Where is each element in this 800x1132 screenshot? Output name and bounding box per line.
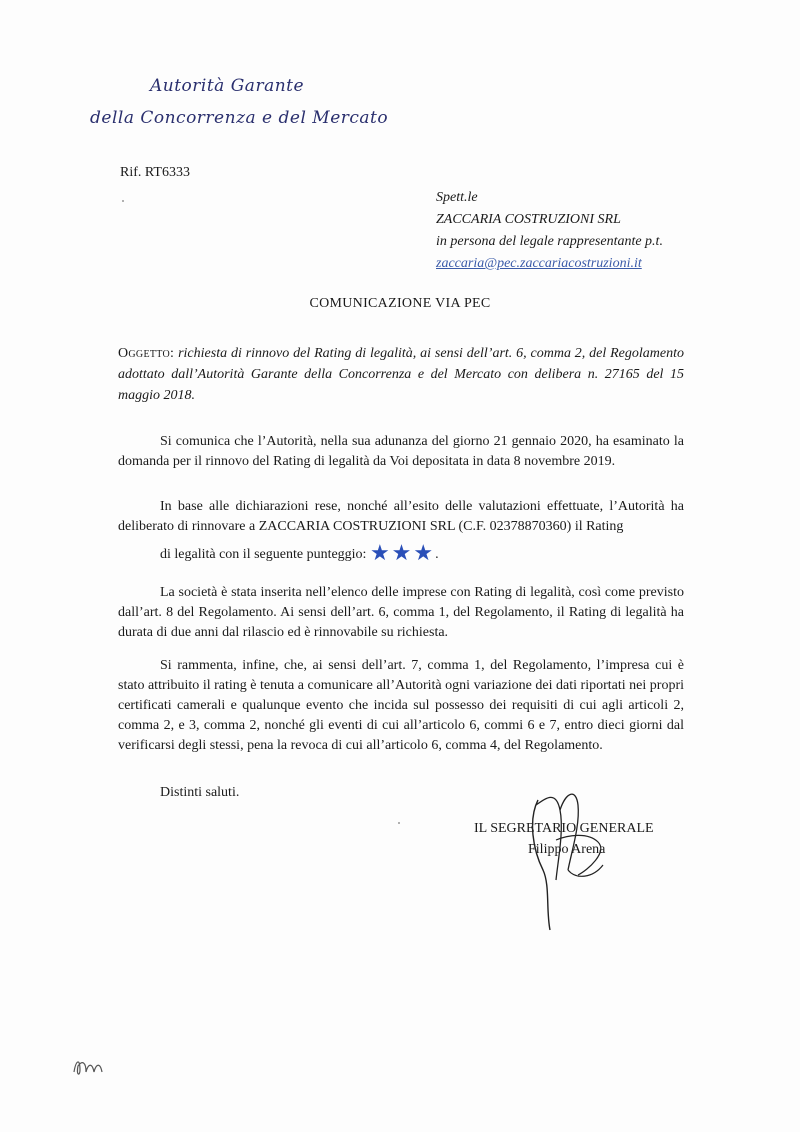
closing-greeting: Distinti saluti. bbox=[160, 785, 240, 800]
paragraph-2-text: In base alle dichiarazioni rese, nonché all’esito delle valutazioni effettuate, l’Autorità ha deliberato di rinnovare a ZACCARIA COSTRUZIONI SRL (C.F. 02378870360) il Rating bbox=[118, 499, 684, 534]
document-title: COMUNICAZIONE VIA PEC bbox=[309, 296, 491, 311]
scan-speck bbox=[398, 822, 400, 824]
recipient-representative: in persona del legale rappresentante p.t. bbox=[436, 234, 663, 249]
scan-speck bbox=[122, 200, 124, 202]
handwritten-initials-icon bbox=[70, 1050, 120, 1080]
signatory-role: IL SEGRETARIO GENERALE bbox=[474, 821, 654, 836]
rating-line bbox=[118, 540, 439, 565]
subject-block bbox=[118, 343, 684, 406]
rating-text: di legalità con il seguente punteggio: bbox=[160, 547, 367, 562]
subject-text: richiesta di rinnovo del Rating di legalità, ai sensi dell’art. 6, comma 2, del Regolamento adottato dall’Autorità Garante della Concorrenza e del Mercato con delibera n. 27165 del 15 maggio 2018. bbox=[118, 346, 685, 403]
recipient-salutation: Spett.le bbox=[436, 190, 478, 205]
letterhead-line1: Autorità Garante bbox=[150, 76, 305, 96]
letterhead-line2: della Concorrenza e del Mercato bbox=[90, 108, 389, 128]
rating-stars-icon: ★★★ bbox=[369, 540, 436, 565]
rating-period: . bbox=[435, 547, 439, 562]
paragraph-1: Si comunica che l’Autorità, nella sua adunanza del giorno 21 gennaio 2020, ha esaminato la domanda per il rinnovo del Rating di legalità da Voi depositata in data 8 novembre 2019. bbox=[118, 434, 684, 469]
signatory-name: Filippo Arena bbox=[528, 842, 606, 857]
reference-number: Rif. RT6333 bbox=[120, 165, 190, 180]
recipient-email-link[interactable]: zaccaria@pec.zaccariacostruzioni.it bbox=[436, 256, 642, 271]
subject-label: Oggetto: bbox=[118, 346, 175, 361]
paragraph-4: Si rammenta, infine, che, ai sensi dell’art. 7, comma 1, del Regolamento, l’impresa cui è stato attribuito il rating è tenuta a comunicare all’Autorità ogni variazione dei dati riportati nei propri certificati camerali e qualunque evento che incida sul possesso dei requisiti di cui agli articoli 2, comma 2, e 3, comma 2, nonché gli eventi di cui all’articolo 6, commi 6 e 7, entro dieci giorni dal verificarsi degli stessi, pena la revoca di cui all’articolo 6, comma 4, del Regolamento. bbox=[118, 658, 684, 753]
recipient-block bbox=[436, 187, 663, 275]
handwritten-signature-icon bbox=[498, 780, 638, 940]
paragraph-2 bbox=[118, 497, 684, 565]
paragraph-3: La società è stata inserita nell’elenco delle imprese con Rating di legalità, così come previsto dall’art. 8 del Regolamento. Ai sensi dell’art. 6, comma 1, del Regolamento, il Rating di legalità ha durata di due anni dal rilascio ed è rinnovabile su richiesta. bbox=[118, 585, 684, 640]
recipient-company: ZACCARIA COSTRUZIONI SRL bbox=[436, 212, 621, 227]
